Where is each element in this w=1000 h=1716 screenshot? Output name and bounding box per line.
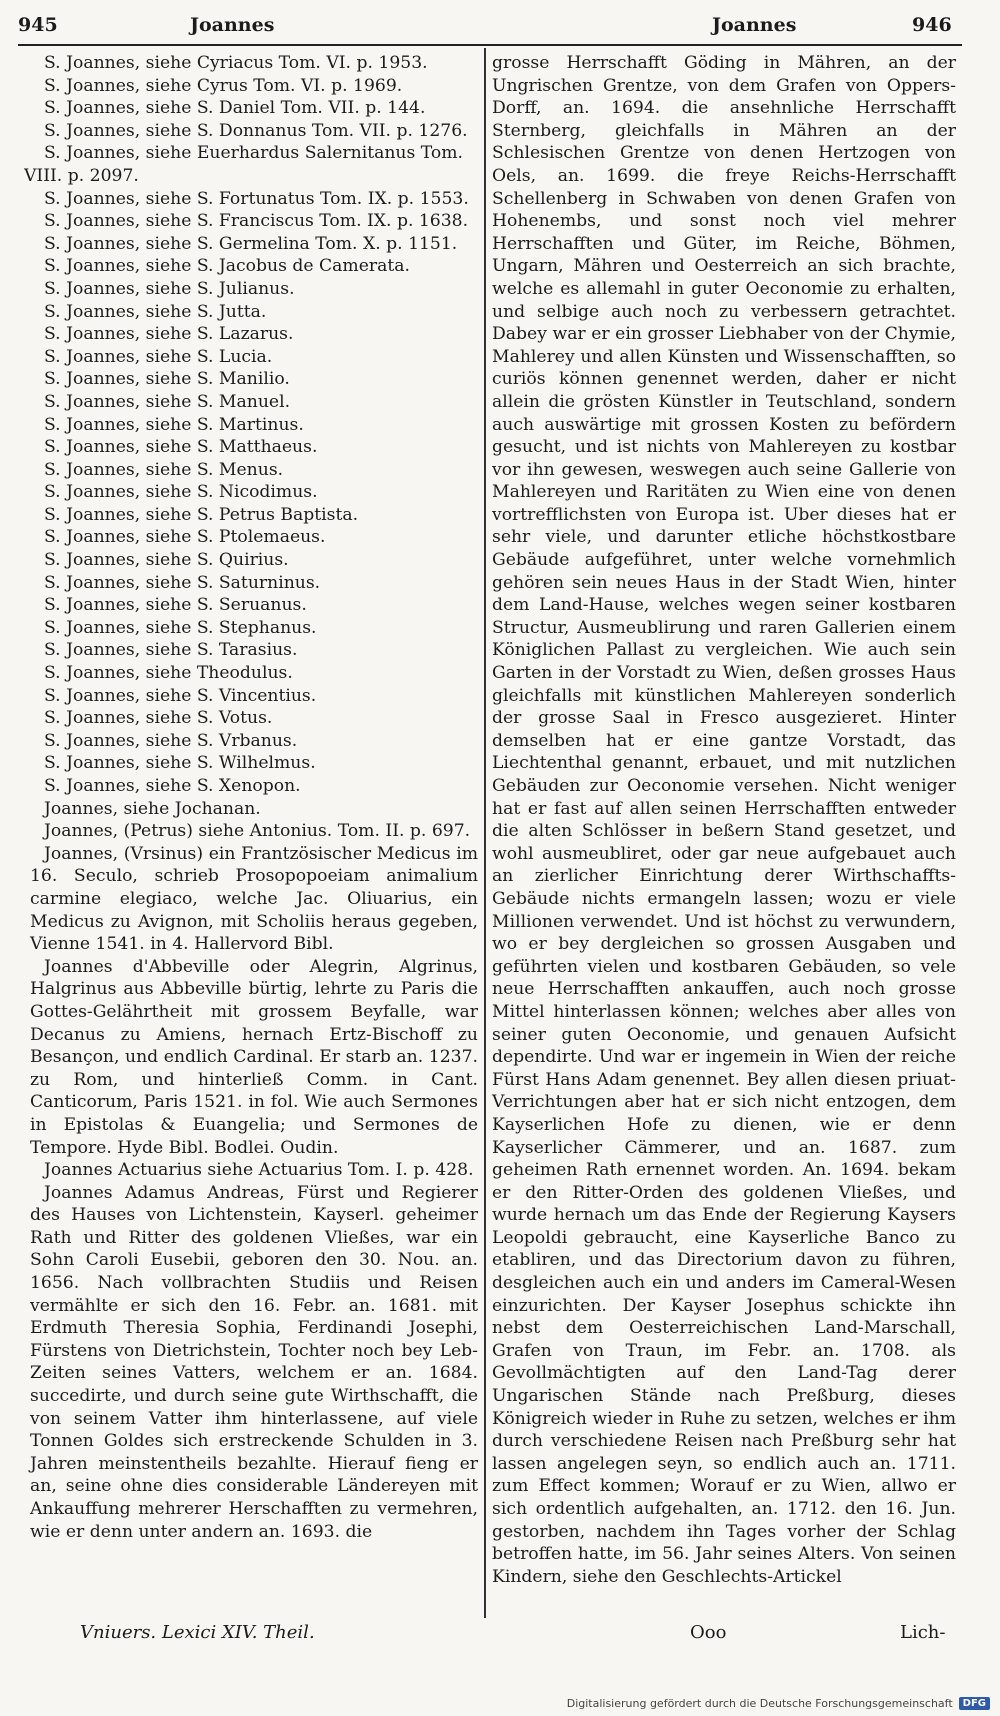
list-item: S. Joannes, siehe S. Matthaeus. xyxy=(44,437,318,458)
list-item: S. Joannes, siehe Theodulus. xyxy=(44,663,293,684)
list-item: S. Joannes, siehe S. Daniel Tom. VII. p. 144. xyxy=(44,98,426,119)
list-item: S. Joannes, siehe S. Ptolemaeus. xyxy=(44,527,326,548)
list-item: S. Joannes, siehe S. Franciscus Tom. IX. p. 1638. xyxy=(44,211,469,232)
entry-abbeville: Joannes d'Abbeville oder Alegrin, Algrinus, Halgrinus aus Abbeville bürtig, lehrte zu Paris die Gottes-Gelährtheit mit grossem Beyfalle, war Decanus zu Amiens, hernach Ertz-Bischoff zu Besançon, und endlich Cardinal. Er starb an. 1237. zu Rom, und hinterließ Comm. in Cant. Canticorum, Paris 1521. in fol. Wie auch Sermones in Epistolas & Euangelia; und Sermones de Tempore. Hyde Bibl. Bodlei. Oudin. xyxy=(30,956,478,1158)
list-item: S. Joannes, siehe S. Stephanus. xyxy=(44,617,317,638)
right-page-number: 946 xyxy=(912,14,952,36)
signature-mark: Ooo xyxy=(690,1622,727,1643)
list-item: S. Joannes, siehe S. Petrus Baptista. xyxy=(44,504,359,525)
left-page-number: 945 xyxy=(18,14,58,36)
list-item: S. Joannes, siehe S. Martinus. xyxy=(44,414,304,435)
list-item: S. Joannes, siehe S. Quirius. xyxy=(44,550,289,571)
list-item: S. Joannes, siehe S. Wilhelmus. xyxy=(44,753,316,774)
list-item: S. Joannes, siehe Euerhardus Salernitanus Tom. xyxy=(44,143,464,164)
list-item: S. Joannes, siehe S. Seruanus. xyxy=(44,595,307,616)
list-item: S. Joannes, siehe S. Lazarus. xyxy=(44,324,294,345)
list-item: S. Joannes, siehe S. Manilio. xyxy=(44,369,290,390)
list-item: S. Joannes, siehe S. Germelina Tom. X. p. 1151. xyxy=(44,233,458,254)
list-item: Joannes, siehe Jochanan. xyxy=(44,798,261,819)
list-item: S. Joannes, siehe Cyriacus Tom. VI. p. 1953. xyxy=(44,53,428,73)
list-item: S. Joannes, siehe S. Fortunatus Tom. IX. p. 1553. xyxy=(44,188,469,209)
volume-footer: Vniuers. Lexici XIV. Theil. xyxy=(80,1622,315,1643)
catchword: Lich- xyxy=(900,1622,946,1643)
list-item: S. Joannes, siehe Cyrus Tom. VI. p. 1969. xyxy=(44,75,403,96)
list-item: S. Joannes, siehe S. Vincentius. xyxy=(44,685,317,706)
list-item: S. Joannes, siehe S. Saturninus. xyxy=(44,572,321,593)
list-item: S. Joannes, siehe S. Nicodimus. xyxy=(44,482,318,503)
list-item: S. Joannes, siehe S. Donnanus Tom. VII. p. 1276. xyxy=(44,120,468,141)
entry-adamus-continued: grosse Herrschafft Göding in Mähren, an der Ungrischen Grentze, von dem Grafen von Oppers-Dorff, an. 1694. die ansehnliche Herrschafft Sternberg, gleichfalls in Mähren an der Schlesischen Grentze von denen Hertzogen von Oels, an. 1699. die freye Reichs-Herrschafft Schellenberg in Schwaben von denen Grafen von Hohenembs, und sonst noch viel mehrer Herrschafften und Güter, im Reiche, Böhmen, Ungarn, Mähren und Oesterreich an sich brachte, welche es allemahl in guter Oeconomie zu erhalten, und selbige auch noch zu verbessern getrachtet. Dabey war er ein grosser Liebhaber von der Chymie, Mahlerey und allen Künsten und Wissenschafften, so curiös können genennet werden, daher er nicht allein die grösten Künstler in Teutschland, sondern auch auswärtige mit grossen Kosten zu befördern gesucht, und ist nichts von Mahlereyen zu kostbar vor ihn gewesen, weswegen auch seine Gallerie von Mahlereyen und Raritäten zu Wien eine von denen vortrefflichsten von Europa ist. Uber dieses hat er sehr viele, und darunter etliche höchstkostbare Gebäude aufgeführet, unter welche vornehmlich gehören sein neues Haus in der Stadt Wien, hinter dem Land-Hause, welches wegen seiner kostbaren Structur, Ausmeublirung und raren Gallerien einem Königlichen Pallast zu vergleichen. Wie auch sein Garten in der Vorstadt zu Wien, deßen grosses Haus gleichfalls mit künstlichen Mahlereyen sonderlich der grosse Saal in Fresco ausgezieret. Hinter demselben hat er eine gantze Vorstadt, das Liechtenthal genannt, erbauet, und mit nutzlichen Gebäuden zur Oeconomie versehen. Nicht weniger hat er fast auf allen seinen Herrschafften entweder die alten Schlösser in beßern Stand gesetzet, und wohl ausmeubliret, oder gar neue aufgebauet auch an zierlicher Einrichtung derer Wirthschaffts-Gebäude nichts ermangeln lassen; wozu er viele Millionen verwendet. Und ist höchst zu verwundern, wo er bey dergleichen so grossen Ausgaben und geführten vielen und kostbaren Gebäuden, so vele neue Herrschafften ankauffen, auch noch grosse Mittel hinterlassen können; welches aber alles von seiner guten Oeconomie, und genauen Aufsicht dependirte. Und war er ingemein in Wien der reiche Fürst Hans Adam genennet. Bey allen diesen priuat-Verrichtungen aber hat er sich nicht entzogen, dem Kayserlichen Hofe zu dienen, wie er denn Kayserlicher Cämmerer, und an. 1687. zum geheimen Rath ernennet worden. An. 1694. bekam er den Ritter-Orden des goldenen Vließes, und wurde hernach um das Ende der Regierung Kaysers Leopoldi gebraucht, eine Kayserliche Banco zu etabliren, und das Directorium davon zu führen, desgleichen auch ein und anders im Cameral-Wesen einzurichten. Der Kayser Josephus schickte ihn nebst dem Oesterreichischen Land-Marschall, Grafen von Traun, im Febr. an. 1708. als Gevollmächtigten auf den Land-Tag derer Ungarischen Stände nach Preßburg, dieses Königreich wieder in Ruhe zu setzen, welches er ihm durch verschiedene Reisen nach Preßburg sehr hat lassen angelegen seyn, so endlich auch an. 1711. zum Effect kommen; Worauf er zu Wien, allwo er sich ordentlich aufgehalten, an. 1712. den 16. Jun. gestorben, nachdem ihn Tages vorher der Schlag betroffen hatte, im 56. Jahr seines Alters. Von seinen Kindern, siehe den Geschlechts-Artickel xyxy=(492,53,956,1587)
entry-adamus: Joannes Adamus Andreas, Fürst und Regierer des Hauses von Lichtenstein, Kayserl. geheimer Rath und Ritter des goldenen Vließes, war ein Sohn Caroli Eusebii, geboren den 30. Nou. an. 1656. Nach vollbrachten Studiis und Reisen vermählte er sich den 16. Febr. an. 1681. mit Erdmuth Theresia Sophia, Ferdinandi Josephi, Fürstens von Dietrichstein, Tochter noch bey Leb-Zeiten seines Vatters, welchem er an. 1684. succedirte, und durch seine gute Wirthschafft, die von seinem Vatter ihm hinterlassene, auf viele Tonnen Goldes sich erstreckende Schulden in 3. Jahren meinstentheils bezahlte. Hierauf fieng er an, seine ohne dies considerable Ländereyen mit Ankauffung mehrerer Herschafften zu vermehren, wie er denn unter andern an. 1693. die xyxy=(30,1182,478,1542)
list-item: S. Joannes, siehe S. Jacobus de Camerata. xyxy=(44,256,410,277)
list-item: S. Joannes, siehe S. Tarasius. xyxy=(44,640,298,661)
left-running-head: Joannes xyxy=(190,14,275,36)
list-item: S. Joannes, siehe S. Xenopon. xyxy=(44,776,301,796)
entry-petrus: Joannes, (Petrus) siehe Antonius. Tom. II. p. 697. xyxy=(44,821,471,842)
list-item: S. Joannes, siehe S. Jutta. xyxy=(44,301,267,322)
entry-vrsinus: Joannes, (Vrsinus) ein Frantzösischer Medicus im 16. Seculo, schrieb Prosopopoeiam animalium carmine elegiaco, welche Jac. Oliuarius, ein Medicus zu Avignon, mit Scholiis heraus gegeben, Vienne 1541. in 4. Hallervord Bibl. xyxy=(30,843,478,955)
cross-reference-list xyxy=(24,52,478,820)
list-item: S. Joannes, siehe S. Julianus. xyxy=(44,278,295,299)
header-rule xyxy=(18,44,962,46)
list-item: VIII. p. 2097. xyxy=(24,165,139,186)
list-item: S. Joannes, siehe S. Manuel. xyxy=(44,391,291,412)
digitization-note xyxy=(567,1697,990,1710)
dfg-logo: DFG xyxy=(959,1697,990,1710)
list-item: S. Joannes, siehe S. Vrbanus. xyxy=(44,730,298,751)
digitization-text: Digitalisierung gefördert durch die Deutsche Forschungsgemeinschaft xyxy=(566,1697,953,1710)
list-item: S. Joannes, siehe S. Lucia. xyxy=(44,346,273,367)
right-column xyxy=(492,52,956,1588)
column-separator xyxy=(484,48,486,1618)
list-item: S. Joannes, siehe S. Menus. xyxy=(44,459,284,480)
right-running-head: Joannes xyxy=(712,14,797,36)
entry-actuarius: Joannes Actuarius siehe Actuarius Tom. I. p. 428. xyxy=(44,1160,474,1181)
list-item: S. Joannes, siehe S. Votus. xyxy=(44,708,273,729)
left-column xyxy=(24,52,478,1543)
